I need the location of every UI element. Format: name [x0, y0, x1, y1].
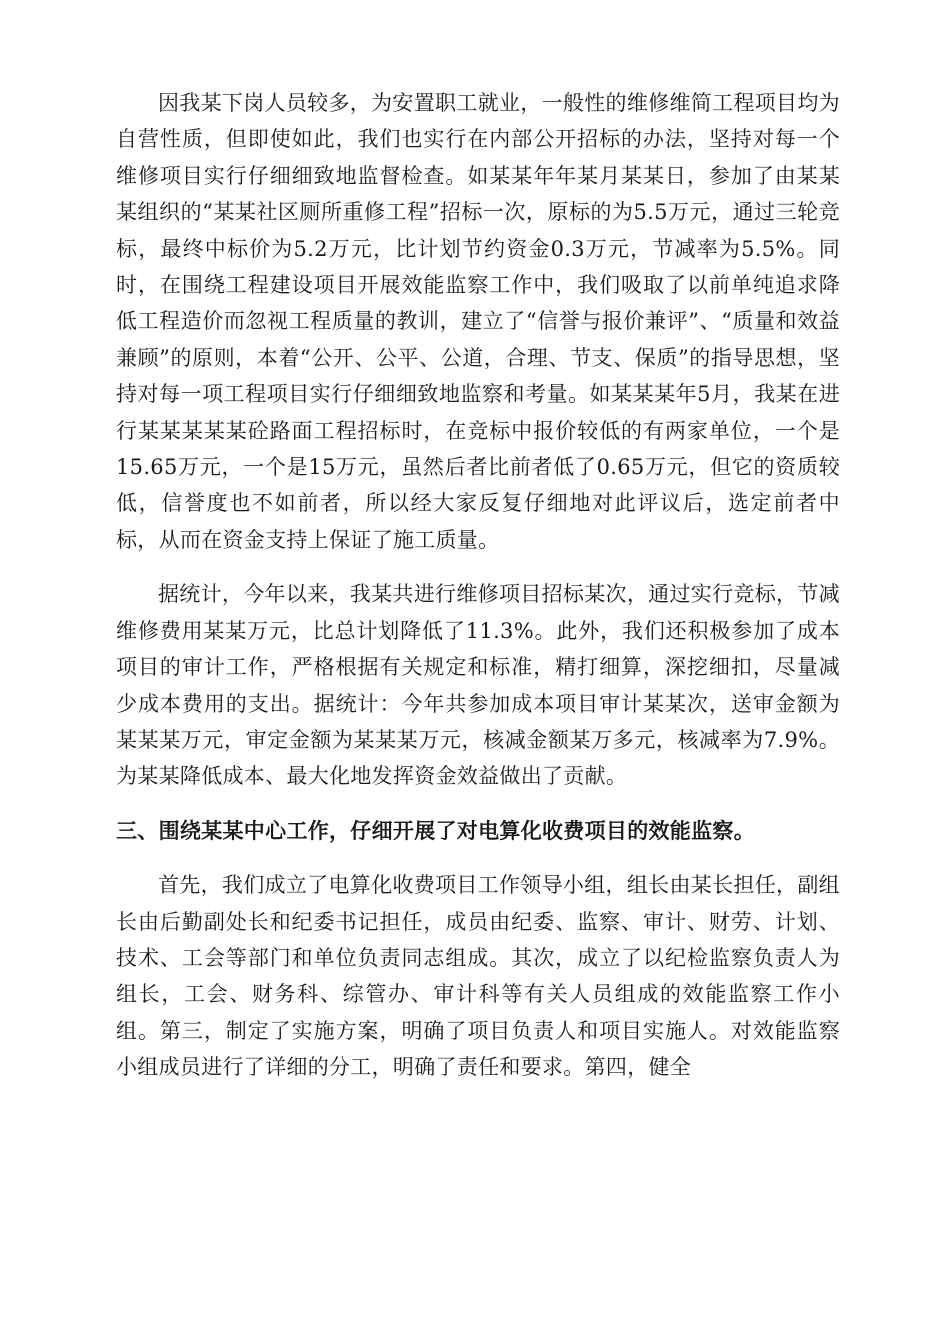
section-heading: 三、围绕某某中心工作，仔细开展了对电算化收费项目的效能监察。 — [116, 818, 755, 843]
paragraph-organization: 首先，我们成立了电算化收费项目工作领导小组，组长由某长担任，副组长由后勤副处长和纪委书记担任，成员由纪委、监察、审计、财劳、计划、技术、工会等部门和单位负责同志组成。其次，成立了以纪检监察负责人为组长，工会、财务科、综管办、审计科等有关人员组成的效能监察工作小组。第三，制定了实施方案，明确了项目负责人和项目实施人。对效能监察小组成员进行了详细的分工，明确了责任和要求。第四，健全 — [116, 873, 840, 1080]
paragraph-statistics: 据统计，今年以来，我某共进行维修项目招标某次，通过实行竞标，节减维修费用某某万元，比总计划降低了11.3%。此外，我们还积极参加了成本项目的审计工作，严格根据有关规定和标准，精打细算，深挖细扣，尽量减少成本费用的支出。据统计：今年共参加成本项目审计某某次，送审金额为某某某万元，审定金额为某某某万元，核减金额某万多元，核减率为7.9%。为某某降低成本、最大化地发挥资金效益做出了贡献。 — [116, 582, 840, 789]
document-body — [116, 85, 840, 1086]
paragraph-bidding: 因我某下岗人员较多，为安置职工就业，一般性的维修维简工程项目均为自营性质，但即使如此，我们也实行在内部公开招标的办法，坚持对每一个维修项目实行仔细细致地监督检查。如某某年年某月某某日，参加了由某某某组织的“某某社区厕所重修工程”招标一次，原标的为5.5万元，通过三轮竞标，最终中标价为5.2万元，比计划节约资金0.3万元，节减率为5.5%。同时，在围绕工程建设项目开展效能监察工作中，我们吸取了以前单纯追求降低工程造价而忽视工程质量的教训，建立了“信誉与报价兼评”、“质量和效益兼顾”的原则，本着“公开、公平、公道，合理、节支、保质”的指导思想，坚持对每一项工程项目实行仔细细致地监察和考量。如某某某年5月，我某在进行某某某某某砼路面工程招标时，在竞标中报价较低的有两家单位，一个是15.65万元，一个是15万元，虽然后者比前者低了0.65万元，但它的资质较低，信誉度也不如前者，所以经大家反复仔细地对此评议后，选定前者中标，从而在资金支持上保证了施工质量。 — [116, 91, 840, 552]
